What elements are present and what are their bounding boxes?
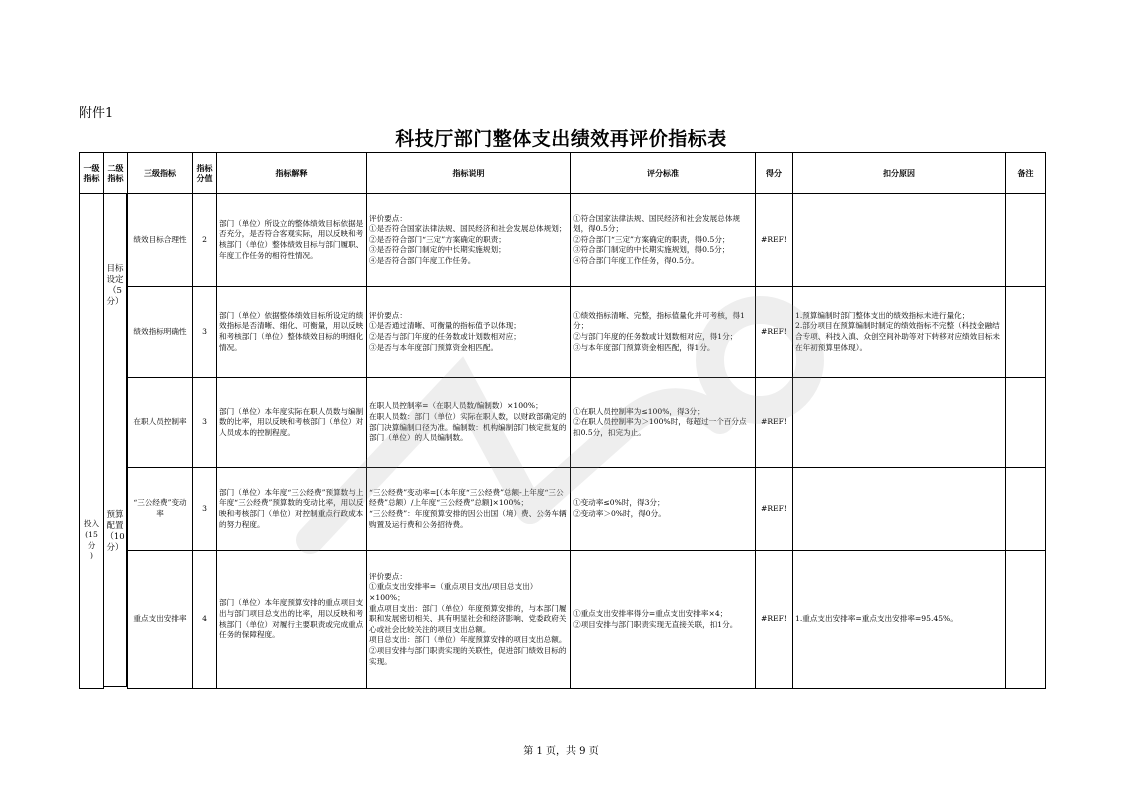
header-row [80,153,1046,194]
weight-cell: 3 [193,378,217,468]
explanation-cell: 部门（单位）依据整体绩效目标所设定的绩效指标是否清晰、细化、可衡量，用以反映和考核部门（单位）整体绩效目标的明细化情况。 [217,287,367,378]
deduction-cell [793,468,1006,551]
header-level1: 一级 指标 [80,153,104,194]
remark-cell [1006,468,1046,551]
table-row [80,468,1046,551]
criteria-cell: ①在职人员控制率为≤100%，得3分； ②在职人员控制率为＞100%时，每超过一个百分点扣0.5分，扣完为止。 [571,378,756,468]
table-row [80,378,1046,468]
header-description: 指标说明 [367,153,571,194]
header-remark: 备注 [1006,153,1046,194]
header-criteria: 评分标准 [571,153,756,194]
level2-budget-group [103,377,127,687]
level2-budget-label: 预算 配置 （10 分） [105,509,125,553]
remark-cell [1006,551,1046,689]
level3-cell: 绩效目标合理性 [128,194,193,287]
deduction-cell: 1.预算编制时部门整体支出的绩效指标未进行量化； 2.部分项目在预算编制时制定的绩效指标不完整（科技金融结合专项、科技入滇、众创空间补助等对下转移对应绩效目标未在年初预算里体现）。 [793,287,1006,378]
weight-cell: 2 [193,194,217,287]
criteria-cell: ①重点支出安排率得分=重点支出安排率×4； ②项目安排与部门职责实现无直接关联，扣1分。 [571,551,756,689]
explanation-cell: 部门（单位）本年度预算安排的重点项目支出与部门项目总支出的比率，用以反映和考核部门（单位）对履行主要职责或完成重点任务的保障程度。 [217,551,367,689]
remark-cell [1006,378,1046,468]
criteria-cell: ①符合国家法律法规、国民经济和社会发展总体规划，得0.5分； ②符合部门“三定”方案确定的职责，得0.5分； ③符合部门制定的中长期实施规划，得0.5分； ④符合部门年度工作任务，得0.5分。 [571,194,756,287]
page-footer: 第 1 页，共 9 页 [523,746,599,757]
description-cell: 评价要点： ①重点支出安排率=（重点项目支出/项目总支出）×100%； 重点项目支出：部门（单位）年度预算安排的，与本部门履职和发展密切相关、具有明显社会和经济影响、党委政府关心或社会比较关注的项目支出总额。 项目总支出：部门（单位）年度预算安排的项目支出总额。 ②项目安排与部门职责实现的关联性，促进部门绩效目标的实现。 [367,551,571,689]
weight-cell: 3 [193,287,217,378]
level3-cell: “三公经费”变动率 [128,468,193,551]
description-cell: 评价要点： ①是否符合国家法律法规、国民经济和社会发展总体规划； ②是否符合部门“三定”方案确定的职责； ③是否符合部门制定的中长期实施规划； ④是否符合部门年度工作任务。 [367,194,571,287]
level3-cell: 在职人员控制率 [128,378,193,468]
table-row [80,287,1046,378]
attachment-label: 附件1 [79,106,114,121]
remark-cell [1006,194,1046,287]
score-cell: #REF! [756,194,793,287]
score-cell: #REF! [756,287,793,378]
deduction-cell: 1.重点支出安排率=重点支出安排率=95.45%。 [793,551,1006,689]
criteria-cell: ①变动率≤0%时，得3分； ②变动率＞0%时，得0分。 [571,468,756,551]
criteria-cell: ①绩效指标清晰、完整，指标值量化并可考核，得1分； ②与部门年度的任务数或计划数相对应，得1分； ③与本年度部门预算资金相匹配，得1分。 [571,287,756,378]
explanation-cell: 部门（单位）本年度“三公经费”预算数与上年度“三公经费”预算数的变动比率，用以反映和考核部门（单位）对控制重点行政成本的努力程度。 [217,468,367,551]
score-cell: #REF! [756,468,793,551]
weight-cell: 4 [193,551,217,689]
remark-cell [1006,287,1046,378]
description-cell: 评价要点： ①是否通过清晰、可衡量的指标值予以体现； ②是否与部门年度的任务数或计划数相对应； ③是否与本年度部门预算资金相匹配。 [367,287,571,378]
deduction-cell [793,194,1006,287]
deduction-cell [793,378,1006,468]
level1-cell: 投入 (15分 ) [80,194,104,689]
weight-cell: 3 [193,468,217,551]
header-score: 得分 [756,153,793,194]
evaluation-table [79,152,1046,689]
page-title: 科技厅部门整体支出绩效再评价指标表 [395,128,727,150]
score-cell: #REF! [756,551,793,689]
level2-target-group [103,194,127,378]
header-deduction: 扣分原因 [793,153,1006,194]
description-cell: 在职人员控制率=（在职人员数/编制数）×100%； 在职人员数：部门（单位）实际在职人数，以财政部确定的部门决算编制口径为准。编制数：机构编制部门核定批复的部门（单位）的人员编制数。 [367,378,571,468]
table-row [80,551,1046,689]
table-row [80,194,1046,287]
header-level3: 三级指标 [128,153,193,194]
header-weight: 指标 分值 [193,153,217,194]
score-cell: #REF! [756,378,793,468]
explanation-cell: 部门（单位）所设立的整体绩效目标依据是否充分，是否符合客观实际，用以反映和考核部门（单位）整体绩效目标与部门履职、年度工作任务的相符性情况。 [217,194,367,287]
description-cell: “三公经费”变动率=[（本年度“三公经费”总额-上年度“三公经费”总额）/上年度“三公经费”总额]×100%； “三公经费”：年度预算安排的因公出国（境）费、公务车辆购置及运行费和公务招待费。 [367,468,571,551]
level2-target-label: 目标 设定 （5 分） [106,263,124,307]
header-level2: 二级 指标 [104,153,128,194]
header-explanation: 指标解释 [217,153,367,194]
level3-cell: 重点支出安排率 [128,551,193,689]
level3-cell: 绩效指标明确性 [128,287,193,378]
explanation-cell: 部门（单位）本年度实际在职人员数与编制数的比率，用以反映和考核部门（单位）对人员成本的控制程度。 [217,378,367,468]
